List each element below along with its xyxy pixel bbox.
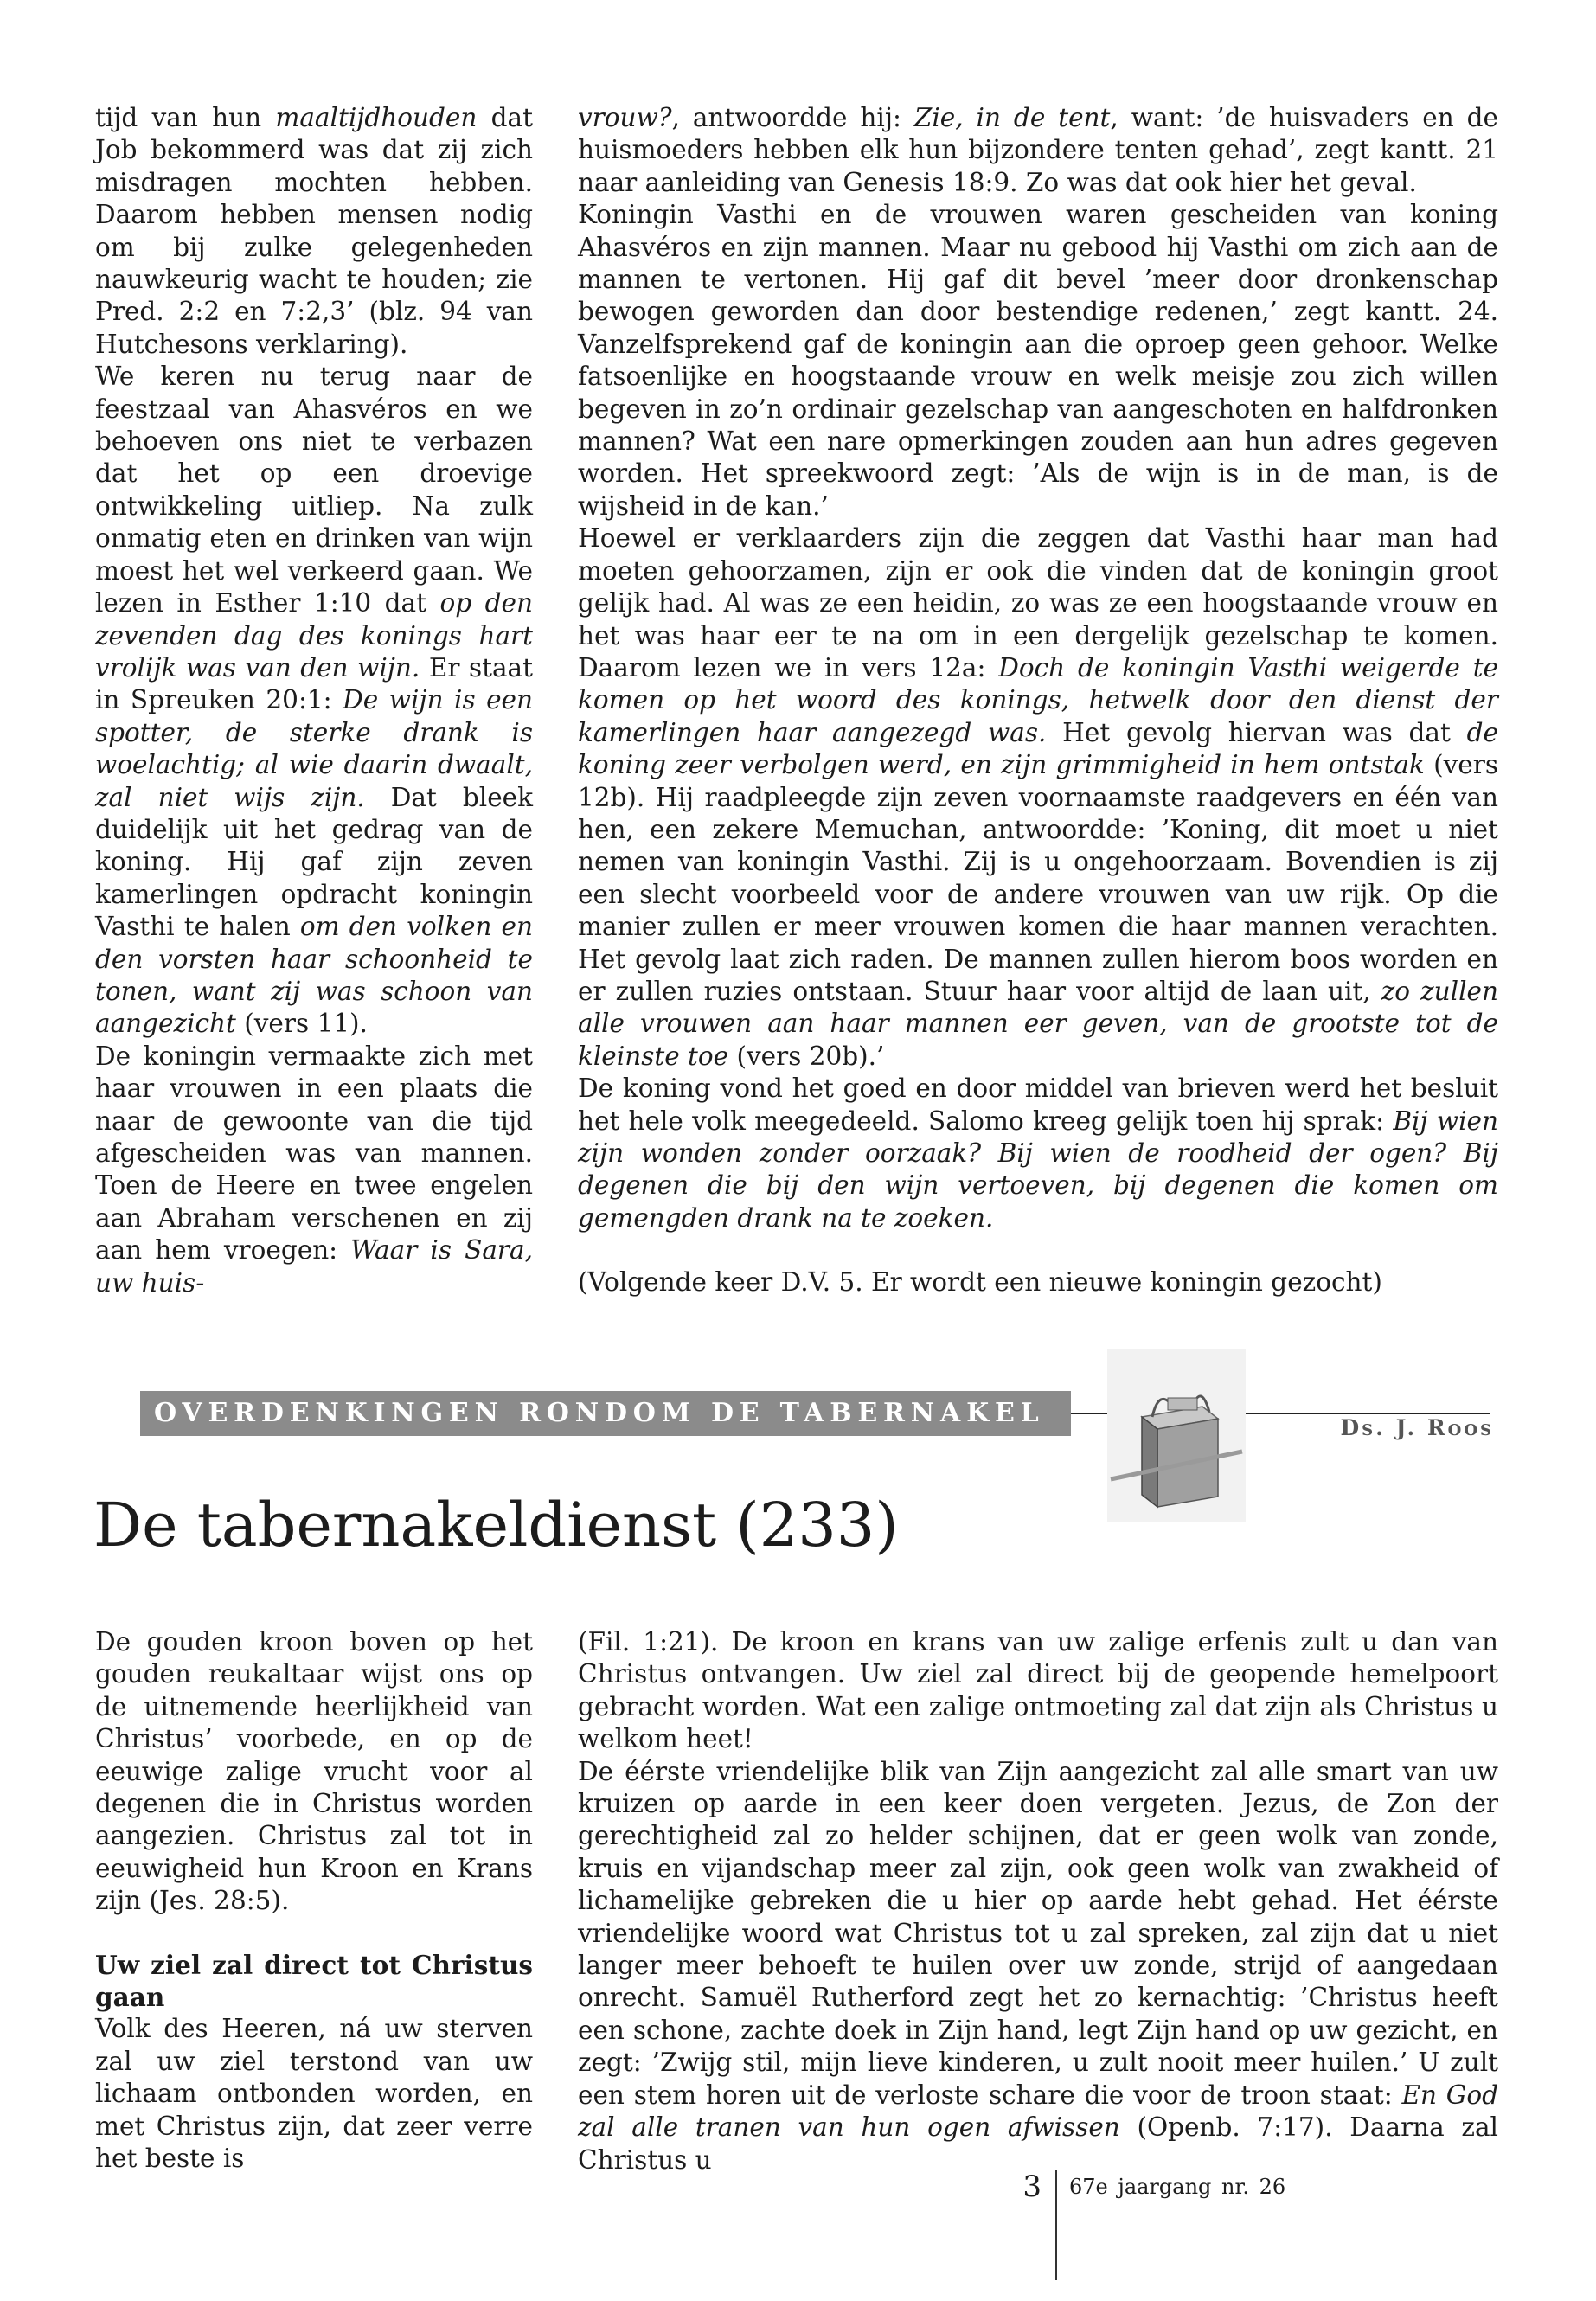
italic-quote: Waar is Sara, uw huis- bbox=[95, 1235, 533, 1298]
issue-info: 67e jaargang nr. 26 bbox=[1069, 2175, 1286, 2199]
text-run: Dat bleek duidelijk uit het gedrag van de koning. Hij gaf zijn zeven kamerlingen opdracht koningin Vasthi te halen bbox=[95, 782, 533, 942]
text-run: dat Job bekommerd was dat zij zich misdragen mochten hebben. Daarom hebben mensen nodig om bij zulke gelegenheden nauwkeurig wacht te houden; zie Pred. 2:2 en 7:2,3’ (blz. 94 van Hutchesons verklaring). bbox=[95, 103, 533, 359]
text-run: Er staat in Spreuken 20:1: bbox=[95, 652, 533, 715]
paragraph bbox=[578, 199, 1498, 522]
text-run: Het gevolg hiervan was dat bbox=[1046, 717, 1467, 747]
italic-quote: om den volken en den vorsten haar schoonheid te tonen, want zij was schoon van aangezicht bbox=[95, 912, 533, 1039]
text-run: tijd van hun bbox=[95, 103, 276, 132]
paragraph bbox=[578, 102, 1498, 199]
column-top-right bbox=[578, 102, 1498, 1299]
text-run: , antwoordde hij: bbox=[671, 103, 914, 132]
italic-quote: de koning zeer verbolgen werd, en zijn grimmigheid in hem ontstak bbox=[578, 717, 1498, 780]
italic-quote: zo zullen alle vrouwen aan haar mannen eer geven, van de grootste tot de kleinste toe bbox=[578, 976, 1498, 1071]
column-bottom-left bbox=[95, 1626, 533, 2176]
column-bottom-right bbox=[578, 1626, 1498, 2176]
text-run: Koningin Vasthi en de vrouwen waren gescheiden van koning Ahasvéros en zijn mannen. Maar nu gebood hij Vasthi om zich aan de mannen te vertonen. Hij gaf dit bevel ’meer door dronkenschap bewogen geworden dan door bestendige redenen,’ zegt kantt. 24. Vanzelfsprekend gaf de koningin aan die oproep geen gehoor. Welke fatsoenlijke en hoogstaande vrouw en welk meisje zou zich willen begeven in zo’n ordinair gezelschap van aangeschoten en halfdronken mannen? Wat een nare opmerkingen zouden aan hun adres gegeven worden. Het spreekwoord zegt: ’Als de wijn is in de man, is de wijsheid in de kan.’ bbox=[578, 200, 1498, 521]
text-run: De koningin vermaakte zich met haar vrouwen in een plaats die naar de gewoonte van die tijd afgescheiden was van mannen. Toen de Heere en twee engelen aan Abraham verschenen en zij aan hem vroegen: bbox=[95, 1041, 533, 1266]
paragraph bbox=[578, 1756, 1498, 2176]
text-run: (vers 11). bbox=[235, 1009, 368, 1039]
text-run: (vers 12b). Hij raadpleegde zijn zeven voornaamste raadgevers en één van hen, een zekere Memuchan, antwoordde: ’Koning, dit moet u niet nemen van koningin Vasthi. Zij is u ongehoorzaam. Bovendien is zij een slecht voorbeeld voor de andere vrouwen van uw rijk. Op die manier zullen er meer vrouwen komen die haar mannen verachten. Het gevolg laat zich raden. De mannen zullen hierom boos worden en er zullen ruzies ontstaan. Stuur haar voor altijd de laan uit, bbox=[578, 750, 1498, 1006]
italic-quote: vrouw? bbox=[578, 103, 672, 132]
italic-quote: op den zevenden dag des konings hart vrolijk was van den wijn. bbox=[95, 588, 533, 683]
italic-quote: En God zal alle tranen van hun ogen afwissen bbox=[578, 2080, 1498, 2143]
italic-quote: Zie, in de tent bbox=[913, 103, 1111, 132]
next-episode-note: (Volgende keer D.V. 5. Er wordt een nieuwe koningin gezocht) bbox=[578, 1267, 1382, 1298]
text-run: De koning vond het goed en door middel van brieven werd het besluit het hele volk meegedeeld. Salomo kreeg gelijk toen hij sprak: bbox=[578, 1074, 1498, 1136]
subheading: Uw ziel zal direct tot Christus gaan bbox=[95, 1949, 533, 2013]
italic-quote: maaltijdhouden bbox=[275, 103, 478, 132]
text-run: De éérste vriendelijke blik van Zijn aangezicht zal alle smart van uw kruizen op aarde in een keer doen vergeten. Jezus, de Zon der gerechtigheid zal zo helder schijnen, dat er geen wolk van zonde, kruis en vijandschap meer zal zijn, ook geen wolk van zwakheid of lichamelijke gebreken die u hier op aarde hebt gehad. Het éérste vriendelijke woord wat Christus tot u zal spreken, zal zijn dat u niet langer meer behoeft te huilen over uw zonde, strijd of aangedaan onrecht. Samuël Rutherford zegt het zo kernachtig: ’Christus heeft een schone, zachte doek in Zijn hand, legt Zijn hand op uw gezicht, en zegt: ’Zwijg stil, mijn lieve kinderen, u zult nooit meer huilen.’ U zult een stem horen uit de verloste schare die voor de troon staat: bbox=[578, 1756, 1498, 2110]
italic-quote: Doch de koningin Vasthi weigerde te komen op het woord des konings, hetwelk door den dienst der kamerlingen haar aangezegd was. bbox=[578, 652, 1499, 747]
column-top-left bbox=[95, 102, 533, 1299]
text-run: (Fil. 1:21). De kroon en krans van uw zalige erfenis zult u dan van Christus ontvangen. Uw ziel zal direct bij de geopende hemelpoort gebracht worden. Wat een zalige ontmoeting zal dat zijn als Christus u welkom heet! bbox=[578, 1627, 1498, 1754]
paragraph bbox=[578, 522, 1498, 1073]
paragraph bbox=[578, 1626, 1498, 1756]
ark-illustration bbox=[1107, 1349, 1246, 1522]
article-title: De tabernakeldienst (233) bbox=[93, 1490, 899, 1561]
italic-quote: De wijn is een spotter, de sterke drank is woelachtig; al wie daarin dwaalt, zal niet wijs zijn. bbox=[95, 685, 533, 812]
paragraph bbox=[95, 102, 533, 361]
text-run: (vers 20b).’ bbox=[728, 1041, 885, 1071]
italic-quote: Bij wien zijn wonden zonder oorzaak? Bij wien de roodheid der ogen? Bij degenen die bij den wijn vertoeven, bij degenen die komen om gemengden drank na te zoeken. bbox=[578, 1106, 1498, 1233]
paragraph bbox=[95, 1041, 533, 1299]
text-run: , want: ’de huisvaders en de huismoeders hebben elk hun bijzondere tenten gehad’, zegt kantt. 21 naar aanleiding van Genesis 18:9. Zo was dat ook hier het geval. bbox=[578, 103, 1499, 197]
text-run: We keren nu terug naar de feestzaal van Ahasvéros en we behoeven ons niet te verbazen dat het op een droevige ontwikkeling uitliep. Na zulk onmatig eten en drinken van wijn moest het wel verkeerd gaan. We lezen in Esther 1:10 dat bbox=[95, 362, 533, 619]
intro-paragraph: De gouden kroon boven op het gouden reukaltaar wijst ons op de uitnemende heerlijkheid van Christus’ voorbede, en op de eeuwige zalige vrucht voor al degenen die in Christus worden aangezien. Christus zal tot in eeuwigheid hun Kroon en Krans zijn (Jes. 28:5). bbox=[95, 1627, 533, 1916]
section-header: OVERDENKINGEN RONDOM DE TABERNAKEL bbox=[140, 1391, 1071, 1436]
body-paragraph: Volk des Heeren, ná uw sterven zal uw ziel terstond van uw lichaam ontbonden worden, en met Christus zijn, dat zeer verre het beste is bbox=[95, 2014, 533, 2174]
text-run: Hoewel er verklaarders zijn die zeggen dat Vasthi haar man had moeten gehoorzamen, zijn er ook die vinden dat de koningin groot gelijk had. Al was ze een heidin, zo was ze een hoogstaande vrouw en het was haar eer te na om in een dergelijk gezelschap te komen. Daarom lezen we in vers 12a: bbox=[578, 523, 1498, 683]
footer-divider bbox=[1055, 2170, 1057, 2280]
paragraph bbox=[95, 361, 533, 1041]
paragraph bbox=[578, 1073, 1498, 1234]
author-byline: Ds. J. Roos bbox=[1340, 1415, 1494, 1440]
page-number: 3 bbox=[1022, 2170, 1042, 2204]
text-run: (Openb. 7:17). Daarna zal Christus u bbox=[578, 2112, 1498, 2175]
